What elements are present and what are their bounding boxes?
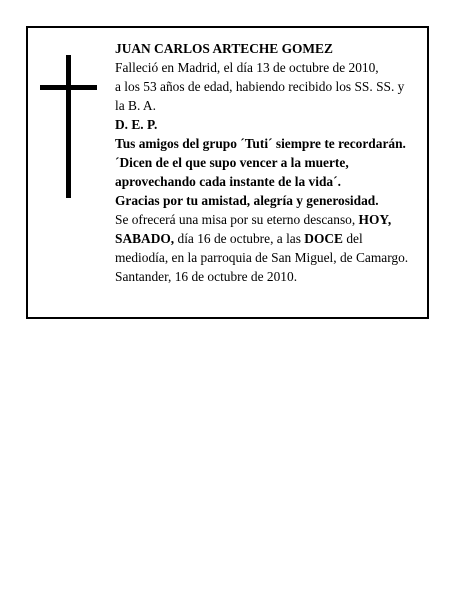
deceased-name: JUAN CARLOS ARTECHE GOMEZ xyxy=(115,41,333,56)
mass-saturday-bold: SABADO, xyxy=(115,231,175,246)
notice-text xyxy=(115,39,425,286)
mass-line-1-text: Se ofrecerá una misa por su eterno descanso, xyxy=(115,212,359,227)
tribute-line-3: aprovechando cada instante de la vida´. xyxy=(115,174,341,189)
cross-horizontal-bar xyxy=(40,85,97,90)
mass-line-2 xyxy=(115,229,425,248)
obituary-notice xyxy=(26,26,429,319)
death-details-line-2: a los 53 años de edad, habiendo recibido los SS. SS. y xyxy=(115,79,405,94)
mass-today-bold: HOY, xyxy=(358,212,392,227)
mass-line-3: mediodía, en la parroquia de San Miguel, de Camargo. xyxy=(115,250,409,265)
tribute-line-4: Gracias por tu amistad, alegría y generosidad. xyxy=(115,193,379,208)
dep-line: D. E. P. xyxy=(115,117,158,132)
death-details-line-3: la B. A. xyxy=(115,98,156,113)
mass-time-bold: DOCE xyxy=(304,231,343,246)
death-details-line-1: Falleció en Madrid, el día 13 de octubre de 2010, xyxy=(115,60,379,75)
cross-vertical-bar xyxy=(66,55,71,198)
mass-line-1 xyxy=(115,210,425,229)
tribute-line-1: Tus amigos del grupo ´Tuti´ siempre te recordarán. xyxy=(115,136,406,151)
mass-date-text: día 16 de octubre, a las xyxy=(174,231,305,246)
closing-line: Santander, 16 de octubre de 2010. xyxy=(115,269,298,284)
tribute-line-2: ´Dicen de el que supo vencer a la muerte, xyxy=(115,155,349,170)
mass-line-2-end: del xyxy=(343,231,363,246)
